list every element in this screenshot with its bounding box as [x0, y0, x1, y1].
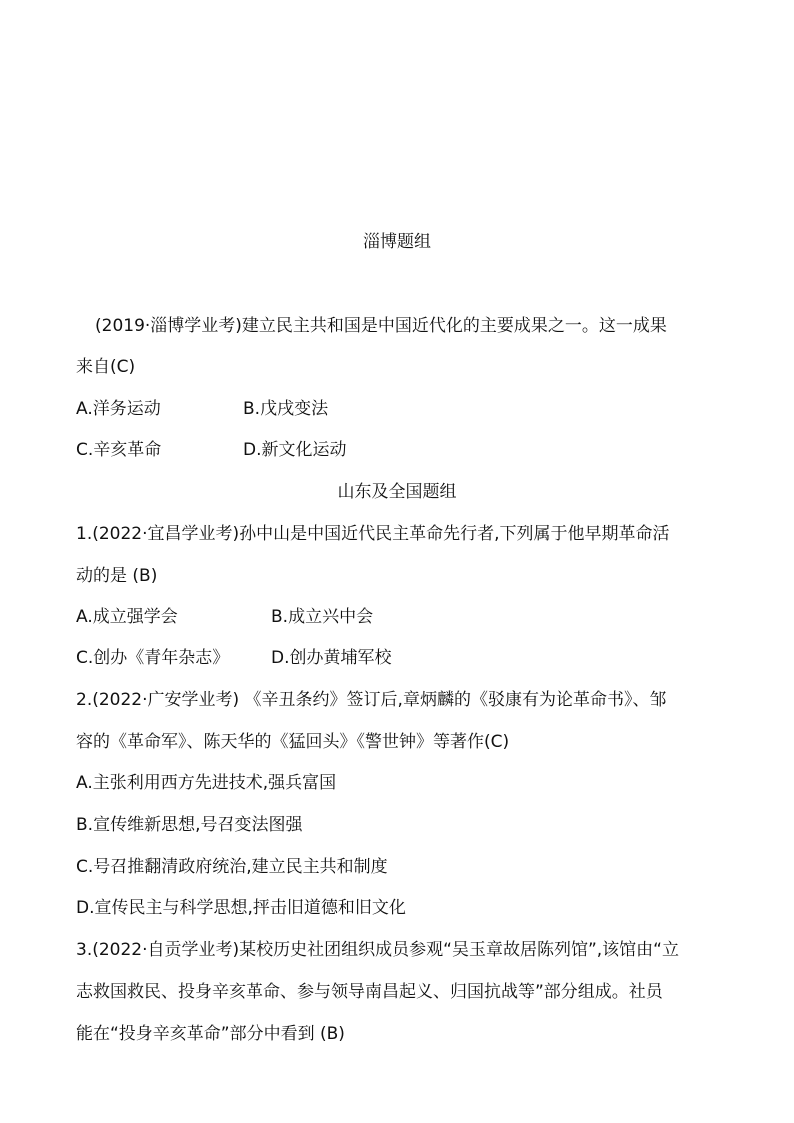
option-a: A.主张利用西方先进技术,强兵富国	[76, 773, 337, 793]
question-3-line-1: 3.(2022·自贡学业考)某校历史社团组织成员参观“吴玉章故居陈列馆”,该馆由“立	[76, 940, 679, 960]
section-title-national: 山东及全国题组	[337, 482, 457, 502]
option-a: A.成立强学会	[76, 607, 178, 627]
option-d: D.新文化运动	[243, 440, 347, 460]
question-3-line-3: 能在“投身辛亥革命”部分中看到 (B)	[76, 1024, 345, 1044]
section-title-zibo: 淄博题组	[363, 232, 431, 252]
question-1-line-2: 动的是 (B)	[76, 566, 158, 586]
option-c: C.号召推翻清政府统治,建立民主共和制度	[76, 857, 388, 877]
options-row	[76, 605, 373, 629]
options-row	[76, 438, 347, 462]
options-row	[76, 646, 392, 670]
question-1-line-1: 1.(2022·宜昌学业考)孙中山是中国近代民主革命先行者,下列属于他早期革命活	[76, 524, 670, 544]
option-d: D.创办黄埔军校	[271, 648, 392, 668]
question-2-line-1: 2.(2022·广安学业考) 《辛丑条约》签订后,章炳麟的《驳康有为论革命书》、邹	[76, 690, 667, 710]
option-b: B.戊戌变法	[243, 399, 329, 419]
option-b: B.宣传维新思想,号召变法图强	[76, 815, 303, 835]
question-zibo-line-2: 来自(C)	[76, 357, 136, 377]
option-c: C.辛亥革命	[76, 440, 162, 460]
question-zibo-line-1: (2019·淄博学业考)建立民主共和国是中国近代化的主要成果之一。这一成果	[95, 316, 667, 336]
option-b: B.成立兴中会	[271, 607, 374, 627]
option-a: A.洋务运动	[76, 399, 161, 419]
options-row	[76, 397, 328, 421]
question-2-line-2: 容的《革命军》、陈天华的《猛回头》《警世钟》等著作(C)	[76, 732, 510, 752]
question-3-line-2: 志救国救民、投身辛亥革命、参与领导南昌起义、归国抗战等”部分组成。社员	[76, 982, 663, 1002]
option-d: D.宣传民主与科学思想,抨击旧道德和旧文化	[76, 898, 406, 918]
option-c: C.创办《青年杂志》	[76, 648, 230, 668]
